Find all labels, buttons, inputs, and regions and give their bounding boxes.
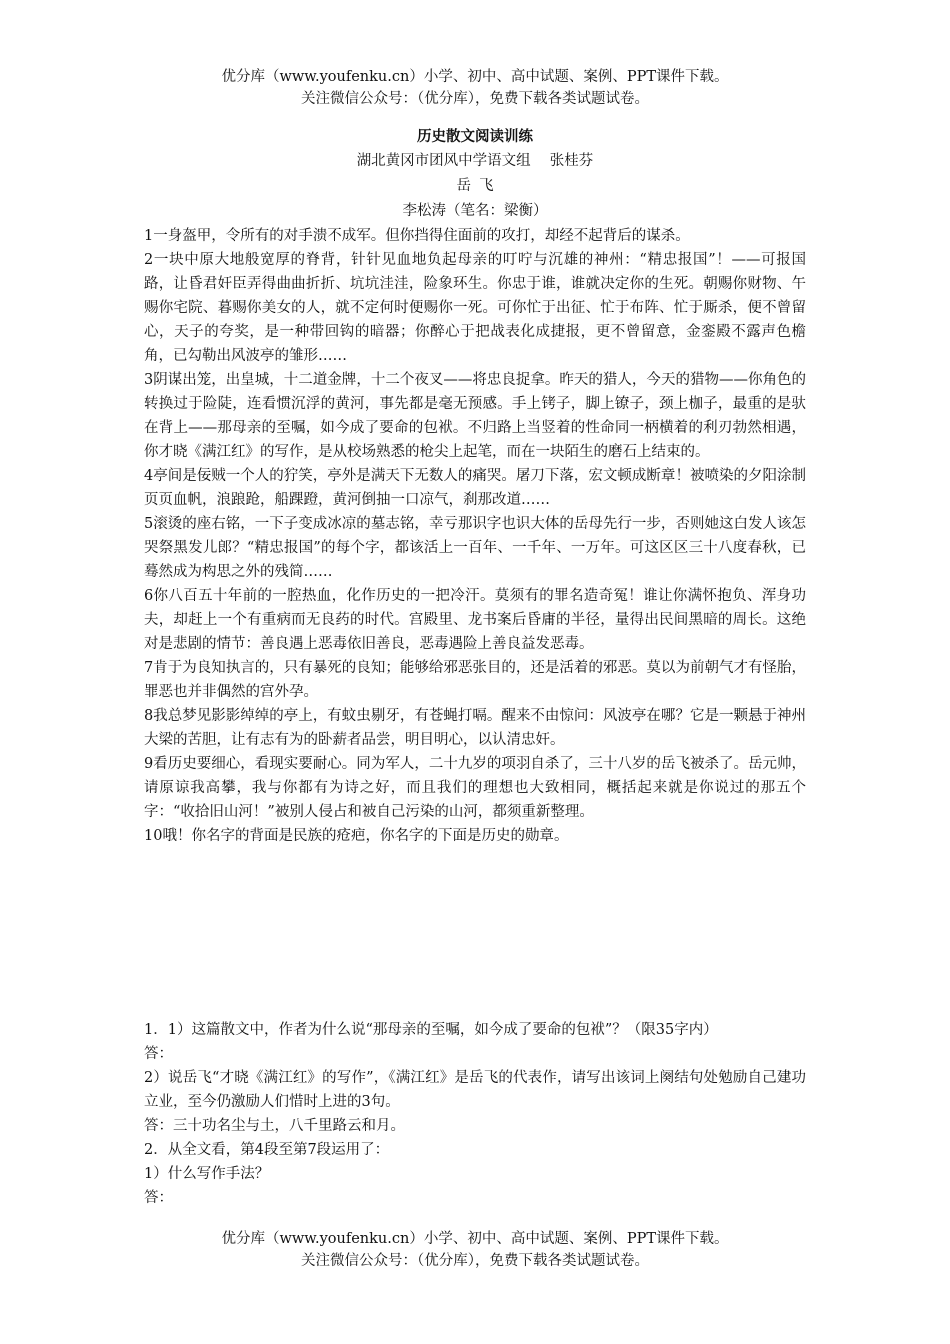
- paragraph-4: 4亭间是佞贼一个人的狞笑，亭外是满天下无数人的痛哭。屠刀下落，宏文顿成断章！被喷染的夕阳涂制页页血帆，浪踉跄，船踝蹬，黄河倒抽一口凉气，刹那改道……: [144, 468, 806, 508]
- paragraph-5: 5滚烫的座右铭，一下子变成冰凉的墓志铭，幸亏那识字也识大体的岳母先行一步，否则她这白发人该怎哭祭黑发儿郎？“精忠报国”的每个字，都该活上一百年、一千年、一万年。可这区区三十八度春秋，已蓦然成为构思之外的残简……: [144, 516, 806, 580]
- paragraph-3: 3阴谋出笼，出皇城，十二道金牌，十二个夜叉——将忠良捉拿。昨天的猎人，今天的猎物——你角色的转换过于险陡，连看惯沉浮的黄河，事先都是毫无预感。手上铐子，脚上镣子，颈上枷子，最重的是驮在背上——那母亲的至嘱，如今成了要命的包袱。不归路上当竖着的性命同一柄横着的利刃勃然相遇，你才晓《满江红》的写作，是从校场熟悉的枪尖上起笔，而在一块陌生的磨石上结束的。: [144, 372, 806, 460]
- question-1-2: 2）说岳飞“才晓《满江红》的写作”，《满江红》是岳飞的代表作，请写出该词上阕结句处勉励自己建功立业，至今仍激励人们惜时上进的3句。: [144, 1070, 806, 1110]
- footer-line-1: 优分库（www.youfenku.cn）小学、初中、高中试题、案例、PPT课件下载。: [221, 1231, 729, 1247]
- author-line: 李松涛（笔名：梁衡）: [402, 203, 548, 219]
- answer-2-1: 答：: [144, 1190, 173, 1206]
- essay-body: [144, 224, 806, 848]
- page-header: [0, 66, 950, 110]
- question-section: [144, 1018, 806, 1210]
- paragraph-6: 6你八百五十年前的一腔热血，化作历史的一把冷汗。莫须有的罪名造奇冤！谁让你满怀抱负、浑身功夫，却赶上一个有重病而无良药的时代。宫殿里、龙书案后昏庸的半径，量得出民间黑暗的周长。这绝对是悲剧的情节：善良遇上恶毒依旧善良，恶毒遇险上善良益发恶毒。: [144, 588, 806, 652]
- question-2: 2．从全文看，第4段至第7段运用了：: [144, 1142, 390, 1158]
- paragraph-10: 10哦！你名字的背面是民族的疮疤，你名字的下面是历史的勋章。: [144, 828, 569, 844]
- page-footer: [0, 1228, 950, 1272]
- footer-line-2: 关注微信公众号：（优分库），免费下载各类试题试卷。: [301, 1253, 649, 1269]
- document-title: 历史散文阅读训练: [417, 128, 533, 145]
- paragraph-7: 7肯于为良知执言的，只有暴死的良知；能够给邪恶张目的，还是活着的邪恶。莫以为前朝气才有怪胎，罪恶也并非偶然的宫外孕。: [144, 660, 806, 700]
- question-1-1: 1．1）这篇散文中，作者为什么说“那母亲的至嘱，如今成了要命的包袱”？（限35字内）: [144, 1022, 718, 1038]
- paragraph-9: 9看历史要细心，看现实要耐心。同为军人，二十九岁的项羽自杀了，三十八岁的岳飞被杀了。岳元帅，请原谅我高攀，我与你都有为诗之好，而且我们的理想也大致相同，概括起来就是你说过的那五个字：“收拾旧山河！”被别人侵占和被自己污染的山河，都须重新整理。: [144, 756, 806, 820]
- editor-line: 湖北黄冈市团风中学语文组 张桂芬: [356, 153, 594, 169]
- header-line-2: 关注微信公众号：（优分库），免费下载各类试题试卷。: [301, 91, 649, 107]
- answer-1-1: 答：: [144, 1046, 173, 1062]
- title-block: [0, 124, 950, 224]
- question-2-1: 1）什么写作手法？: [144, 1166, 270, 1182]
- answer-1-2: 答：三十功名尘与土，八千里路云和月。: [144, 1118, 405, 1134]
- essay-title: 岳飞: [456, 178, 502, 194]
- paragraph-2: 2一块中原大地般宽厚的脊背，针针见血地负起母亲的叮咛与沉雄的神州：“精忠报国”！——可报国路，让昏君奸臣弄得曲曲折折、坑坑洼洼，险象环生。你忠于谁，谁就决定你的生死。朝赐你财物、午赐你宅院、暮赐你美女的人，就不定何时便赐你一死。可你忙于出征、忙于布阵、忙于厮杀，便不曾留心，天子的夸奖，是一种带回钩的暗器；你醉心于把战表化成捷报，更不曾留意，金銮殿不露声色檐角，已勾勒出风波亭的雏形……: [144, 252, 806, 364]
- paragraph-1: 1一身盔甲，令所有的对手溃不成军。但你挡得住面前的攻打，却经不起背后的谋杀。: [144, 228, 690, 244]
- header-line-1: 优分库（www.youfenku.cn）小学、初中、高中试题、案例、PPT课件下载。: [221, 69, 729, 85]
- paragraph-8: 8我总梦见影影绰绰的亭上，有蚊虫剔牙，有苍蝇打嗝。醒来不由惊问：风波亭在哪？它是一颗悬于神州大梁的苦胆，让有志有为的卧薪者品尝，明目明心，以认清忠奸。: [144, 708, 806, 748]
